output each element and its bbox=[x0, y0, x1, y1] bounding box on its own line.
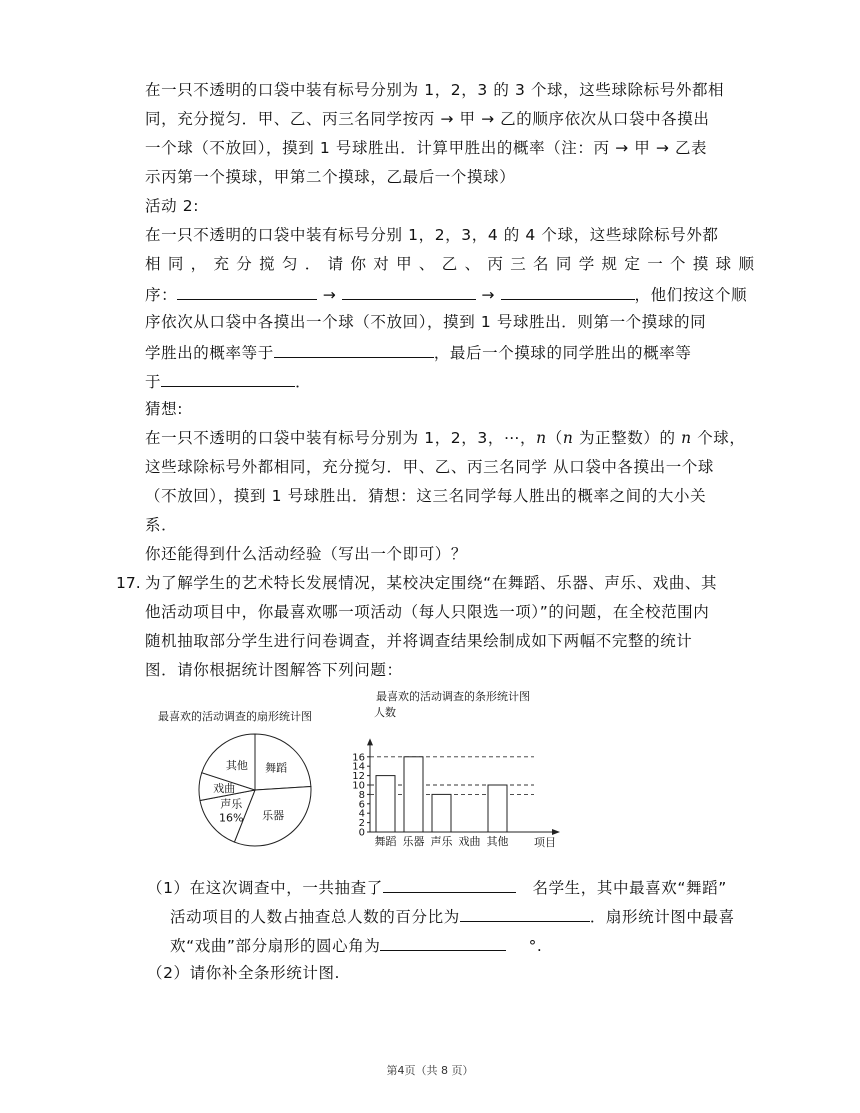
bar-title: 最喜欢的活动调查的条形统计图 bbox=[376, 690, 530, 703]
x-tick-label-2: 声乐 bbox=[430, 835, 453, 848]
q17-line3: 随机抽取部分学生进行问卷调查，并将调查结果绘制成如下两幅不完整的统计 bbox=[145, 632, 693, 650]
y-tick-label-0: 0 bbox=[358, 827, 365, 839]
bar-ylabel: 人数 bbox=[374, 706, 396, 719]
var-n-2: n bbox=[562, 429, 574, 447]
question-number: 17. bbox=[116, 574, 141, 592]
activity2-title: 活动 2: bbox=[145, 197, 200, 215]
activity1-line3: 一个球（不放回），摸到 1 号球胜出．计算甲胜出的概率（注：丙 → 甲 → 乙表 bbox=[145, 139, 708, 157]
sub1-line1-b: 名学生，其中最喜欢“舞蹈” bbox=[532, 879, 727, 897]
guess-line1-d: 个球， bbox=[691, 429, 746, 447]
y-tick-label-1: 2 bbox=[358, 818, 365, 830]
x-tick-label-3: 戏曲 bbox=[458, 835, 481, 848]
opera-angle-blank[interactable] bbox=[380, 934, 506, 951]
bar-xlabel: 项目 bbox=[534, 836, 556, 849]
order-third-blank[interactable] bbox=[501, 283, 635, 300]
activity2-line3-prefix: 序： bbox=[145, 286, 178, 304]
activity2-line4: 序依次从口袋中各摸出一个球（不放回），摸到 1 号球胜出．则第一个摸球的同 bbox=[145, 313, 707, 331]
sub1-line3-b: °. bbox=[528, 937, 543, 955]
pie-chart bbox=[145, 700, 345, 860]
activity2-line3-suffix: ，他们按这个顺 bbox=[634, 286, 748, 304]
x-tick-label-4: 其他 bbox=[486, 835, 509, 848]
pie-pct-label-2: 16% bbox=[219, 811, 244, 825]
q17-line4: 图．请你根据统计图解答下列问题： bbox=[145, 661, 403, 679]
y-tick-label-4: 8 bbox=[358, 789, 365, 801]
x-tick-label-0: 舞蹈 bbox=[374, 835, 397, 848]
sub2-line: （2）请你补全条形统计图. bbox=[147, 964, 341, 982]
guess-line3: （不放回），摸到 1 号球胜出．猜想：这三名同学每人胜出的概率之间的大小关 bbox=[145, 487, 707, 505]
first-prob-blank[interactable] bbox=[274, 341, 434, 358]
guess-line1 bbox=[145, 428, 746, 448]
y-tick-label-7: 14 bbox=[352, 761, 365, 773]
y-tick-label-3: 6 bbox=[358, 799, 365, 811]
order-second-blank[interactable] bbox=[342, 283, 476, 300]
y-axis-arrow bbox=[367, 738, 373, 745]
guess-title: 猜想: bbox=[145, 400, 184, 418]
bar-marks bbox=[352, 738, 560, 848]
guess-line1-c: 为正整数）的 bbox=[573, 429, 682, 447]
dance-percent-blank[interactable] bbox=[460, 905, 590, 922]
activity1-line1: 在一只不透明的口袋中装有标号分别为 1，2，3 的 3 个球，这些球除标号外都相 bbox=[145, 81, 725, 99]
y-tick-label-8: 16 bbox=[352, 752, 365, 764]
bar-chart bbox=[342, 686, 582, 858]
page-footer: 第4页（共 8 页） bbox=[386, 1064, 474, 1077]
guess-line1-b: （ bbox=[546, 429, 563, 447]
bar-4 bbox=[488, 785, 507, 832]
activity2-line5 bbox=[145, 341, 691, 363]
sub1-line3 bbox=[170, 934, 542, 956]
x-axis-arrow bbox=[552, 829, 560, 835]
sub1-line1-a: （1）在这次调查中，一共抽查了 bbox=[147, 879, 383, 897]
activity2-line1: 在一只不透明的口袋中装有标号分别 1，2，3，4 的 4 个球，这些球除标号外都 bbox=[145, 226, 719, 244]
pie-label-0: 舞蹈 bbox=[265, 761, 288, 775]
pie-slices bbox=[199, 734, 311, 846]
q17-line1: 为了解学生的艺术特长发展情况，某校决定围绕“在舞蹈、乐器、声乐、戏曲、其 bbox=[145, 574, 718, 592]
activity2-line6 bbox=[145, 370, 311, 392]
guess-line4: 系． bbox=[145, 516, 178, 534]
activity2-line5-prefix: 学胜出的概率等于 bbox=[145, 344, 274, 362]
q17-line2: 他活动项目中，你最喜欢哪一项活动（每人只限选一项）”的问题，在全校范围内 bbox=[145, 603, 710, 621]
bar-2 bbox=[432, 794, 451, 832]
var-n-1: n bbox=[536, 429, 547, 447]
pie-label-4: 其他 bbox=[225, 759, 248, 773]
pie-label-2: 声乐 bbox=[220, 797, 243, 811]
activity2-line6-suffix: ． bbox=[295, 373, 312, 391]
order-arrow-1: → bbox=[322, 286, 337, 304]
pie-title: 最喜欢的活动调查的扇形统计图 bbox=[158, 710, 312, 723]
pie-label-1: 乐器 bbox=[262, 808, 285, 822]
activity2-line5-suffix: ，最后一个摸球的同学胜出的概率等 bbox=[433, 344, 692, 362]
activity2-line2: 相 同 ， 充 分 搅 匀 ． 请 你 对 甲 、 乙 、 丙 三 名 同 学 规 定 一 个 摸 球 顺 bbox=[145, 255, 756, 273]
sub1-line2 bbox=[170, 905, 735, 927]
y-tick-label-6: 12 bbox=[352, 771, 365, 783]
sub1-line1 bbox=[147, 876, 727, 898]
guess-line2: 这些球除标号外都相同，充分搅匀．甲、乙、丙三名同学 从口袋中各摸出一个球 bbox=[145, 458, 715, 476]
bar-1 bbox=[404, 757, 423, 832]
sub1-line2-b: ．扇形统计图中最喜 bbox=[589, 908, 735, 926]
guess-line1-a: 在一只不透明的口袋中装有标号分别为 1，2，3，⋯， bbox=[145, 429, 537, 447]
order-first-blank[interactable] bbox=[177, 283, 317, 300]
bar-0 bbox=[376, 776, 395, 832]
pie-label-3: 戏曲 bbox=[213, 782, 236, 796]
sub1-line3-a: 欢“戏曲”部分扇形的圆心角为 bbox=[170, 937, 381, 955]
total-students-blank[interactable] bbox=[383, 876, 516, 893]
var-n-3: n bbox=[681, 429, 692, 447]
activity2-line6-prefix: 于 bbox=[145, 373, 162, 391]
activity1-line4: 示丙第一个摸球，甲第二个摸球，乙最后一个摸球） bbox=[145, 168, 516, 186]
order-arrow-2: → bbox=[481, 286, 495, 304]
y-tick-label-5: 10 bbox=[352, 780, 365, 792]
x-tick-label-1: 乐器 bbox=[402, 835, 425, 848]
y-tick-label-2: 4 bbox=[358, 808, 365, 820]
activity1-line2: 同，充分搅匀．甲、乙、丙三名同学按丙 → 甲 → 乙的顺序依次从口袋中各摸出 bbox=[145, 110, 710, 128]
activity2-line3 bbox=[145, 283, 747, 305]
sub1-line2-a: 活动项目的人数占抽查总人数的百分比为 bbox=[170, 908, 460, 926]
last-prob-blank[interactable] bbox=[161, 370, 295, 387]
guess-line5: 你还能得到什么活动经验（写出一个即可）？ bbox=[145, 545, 468, 563]
